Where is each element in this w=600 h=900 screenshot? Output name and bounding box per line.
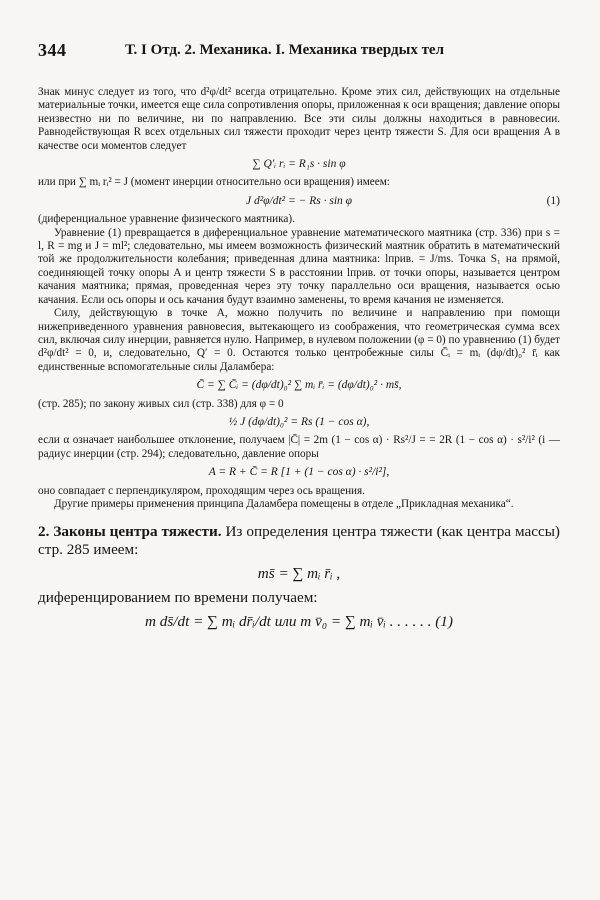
paragraph: Другие примеры применения принципа Даламбера помещены в отделе „Прикладная механика“. <box>54 497 514 510</box>
paragraph: Силу, действующую в точке A, можно получить по величине и направлению при помощи нижеприведенного уравнения равновесия, вытекающего из соображения, что геометрическая сумма всех сил, включая силу инерции, равняется нулю. Например, в нулевом положении (φ = 0) по уравнению (1) будет d²φ/dt² = 0, и, следовательно, Q′ = 0. Остаются только центробежные силы C̄ᵢ = mᵢ (dφ/dt)₀² r̄ᵢ как единственные вспомогательные силы Даламбера: <box>38 307 560 373</box>
paragraph: (диференциальное уравнение физического маятника). <box>38 213 295 226</box>
equation-number: (1) <box>546 194 560 207</box>
paragraph: если α означает наибольшее отклонение, получаем |C̄| = 2m (1 − cos α) · Rs²/J = = 2R (1 − cos α) · s²/i² (i — радиус инерции (стр. 294); следовательно, давление опоры <box>38 434 560 460</box>
paragraph: или при ∑ mᵢ rᵢ² = J (момент инерции относительно оси вращения) имеем: <box>38 176 390 189</box>
formula: C̄ = ∑ C̄ᵢ = (dφ/dt)₀² ∑ mᵢ r̄ᵢ = (dφ/dt)₀² · ms̄, <box>196 379 402 392</box>
page-number: 344 <box>38 40 67 60</box>
running-header <box>38 40 558 62</box>
paragraph: оно совпадает с перпендикуляром, проходящим через ось вращения. <box>38 484 365 497</box>
paragraph: Уравнение (1) превращается в диференциальное уравнение математического маятника (стр. 336) при s = l, R = mg и J = ml²; следовательно, мы имеем возможность физический маятник обратить в математический той же продолжительности колебания; приведенная длина маятника: lприв. = J/ms. Точка S₁ на прямой, соединяющей точку опоры A и центр тяжести S в расстоянии lприв. от точки опоры, называется центром качания маятника; прямая, проведенная через эту точку параллельно оси вращения, называется осью качания. Если ось опоры и ось качания будут взаимно заменены, то время качания не изменяется. <box>38 226 560 306</box>
formula-numbered <box>38 195 560 208</box>
formula: ½ J (dφ/dt)₀² = Rs (1 − cos α), <box>228 415 370 428</box>
formula: ms̄ = ∑ mᵢ r̄ᵢ , <box>257 564 341 582</box>
formula: ∑ Q′ᵢ rᵢ = R₁s · sin φ <box>252 158 346 171</box>
paragraph: Знак минус следует из того, что d²φ/dt² всегда отрицательно. Кроме этих сил, действующих на отдельные материальные точки, имеется еще сила сопротивления опоры, приложенная к оси вращения; давление опоры неизвестно ни по величине, ни по направлению. Все эти силы должны находиться в равновесии. Равнодействующая R всех отдельных сил тяжести проходит через центр тяжести S. Для оси вращения A в качестве оси моментов следует <box>38 86 560 152</box>
section-heading <box>38 523 560 558</box>
formula: A = R + C̄ = R [1 + (1 − cos α) · s²/i²], <box>208 466 390 479</box>
section-title: 2. Законы центра тяжести. <box>38 523 222 541</box>
formula-body: J d²φ/dt² = − Rs · sin φ <box>245 194 353 207</box>
paragraph: (стр. 285); по закону живых сил (стр. 338) для φ = 0 <box>38 397 284 410</box>
running-title: Т. I Отд. 2. Механика. I. Механика твердых тел <box>125 42 445 58</box>
paragraph: диференцированием по времени получаем: <box>38 588 318 606</box>
body-text <box>38 86 560 636</box>
section-intro: Из определения центра тяжести (как центра массы) стр. 285 имеем: <box>38 523 560 558</box>
formula: m ds̄/dt = ∑ mᵢ dr̄ᵢ/dt или m v̄₀ = ∑ mᵢ v̄ᵢ . . . . . . (1) <box>145 612 453 630</box>
